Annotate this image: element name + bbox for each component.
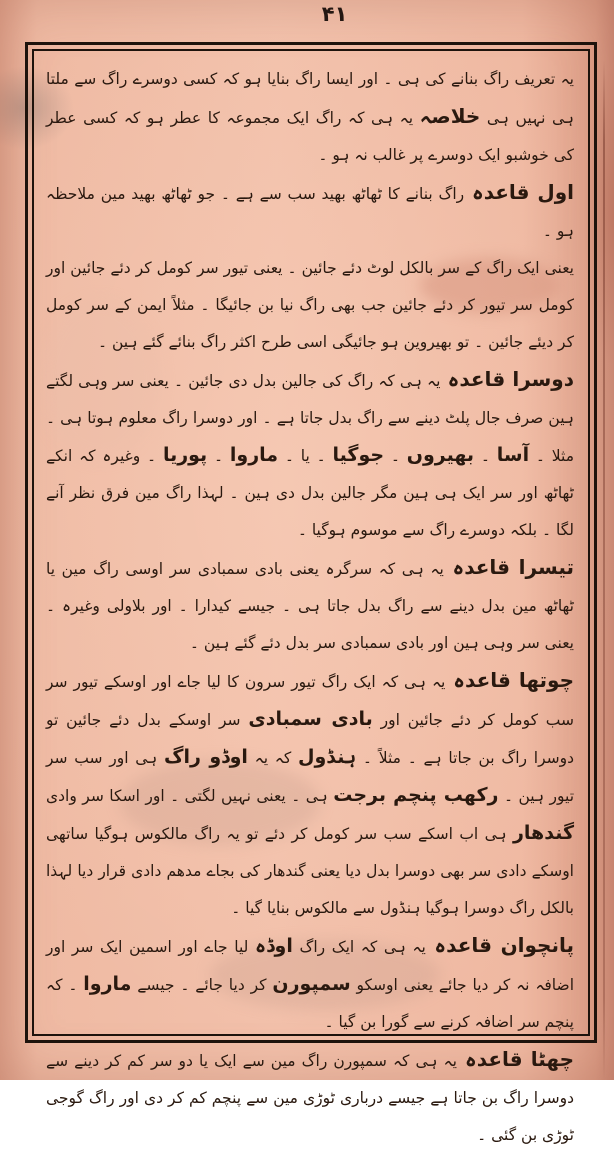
body-text: ۔ [474,447,497,465]
body-text: یہ ہی کہ سمپورن راگ مین سے ایک یا دو سر کم کر دینے سے دوسرا راگ بن جاتا ہے جیسے درباری ٹوڑی مین سے پنچم کم کر دی اور راگ گوجی ٹوڑی بن گئی ۔ [46,1052,574,1144]
rule-heading: تیسرا قاعدہ [443,555,574,579]
raag-name: ماروا [83,973,132,995]
body-text: یعنی ایک راگ کے سر بالکل لوٹ دئے جائین ۔ یعنی تیور سر کومل کر دئے جائین اور کومل سر تیور کر دئے جائین جب بھی راگ نیا بن جائیگا ۔ مثلاً ایمن کے سر کومل کر دیئے جائین ۔ تو بھیروین ہو جائیگی اسی طرح اکثر راگ بنائے گئے ہین ۔ [46,259,574,351]
intro-paragraph [46,61,574,174]
body-text: سر اوسکے بدل دئے جائین تو دوسرا راگ بن جاتا ہے ۔ مثلاً ۔ [46,711,574,767]
body-text: ۔ یا ۔ [278,447,333,465]
body-text: یہ ہی کہ ایک راگ [292,938,426,956]
rule-heading: چھٹا قاعدہ [456,1047,574,1071]
raag-name: بادی سمبادی [248,708,373,730]
body-text: یہ تعریف راگ بنانے کی ہی ۔ اور ایسا راگ بنایا ہو کہ کسی دوسرے راگ سے ملتا ہی نہیں ہی [46,70,574,127]
body-text: یہ ہی کہ راگ ایک مجموعہ کا عطر ہو کہ کسی عطر کی خوشبو ایک دوسرے پر غالب نہ ہو ۔ [46,109,574,164]
body-text: ہی ۔ یعنی نہیں لگتی ۔ اور اسکا سر وادی [46,787,334,805]
rule-heading: پانچوان قاعدہ [425,933,575,957]
rule-heading: چوتھا قاعدہ [445,668,574,692]
body-text: یہ ہی کہ راگ کی جالین بدل دی جائین ۔ یعنی سر وہی لگتے ہین صرف جال پلٹ دینے سے راگ بدل جاتا ہے ۔ اور دوسرا راگ معلوم ہوتا ہی ۔ مثلا ۔ [46,372,575,465]
raag-name: اوڈو راگ [163,746,248,768]
body-text: ۔ [384,447,407,465]
rule-4-paragraph [46,662,574,927]
body-text: ۔ [207,447,230,465]
raag-name: سمپورن [272,973,351,995]
page-crease-line [603,60,605,1080]
body-text: ۔ وغیرہ کہ انکے ٹھاٹھ اور سر ایک ہی ہین مگر جالین بدل دی ہین ۔ لہذا راگ مین فرق نظر آنے لگا ۔ بلکہ دوسرے راگ سے موسوم ہوگیا ۔ [46,447,574,539]
body-text: یہ ہی کہ ایک راگ تیور سرون کا لیا جاے اور اوسکے تیور سر سب کومل کر دئے جائین اور [46,673,574,729]
raag-name: جوگیا [332,444,385,466]
raag-name: ماروا [229,444,279,466]
body-text: راگ بنانے کا ٹھاٹھ بھید سب سے ہے ۔ جو ٹھاٹھ بھید مین ملاحظہ ہو ۔ [46,185,574,240]
body-text: ہی اب اسکے سب سر کومل کر دئے تو یہ راگ مالکوس ہوگیا ساتھی اوسکے دادی سر بھی دوسرا بدل دیا یعنی گندھار کی بجاے مدھم دادی قرار دیا لہذا بالکل راگ دوسرا ہوگیا ہنڈول سے مالکوس بنایا گیا ۔ [46,825,574,917]
body-text: ہی اور سب سر تیور ہین ۔ [46,749,575,805]
rule-6-paragraph [46,1041,574,1154]
rule-2-paragraph [46,361,574,549]
rule-1-paragraph [46,174,574,250]
raag-name: بھیروں [406,444,475,466]
rule-3-paragraph [46,549,574,662]
rule-heading: خلاصہ [419,104,481,128]
raag-name: ہنڈول [298,746,357,768]
page-border-frame-inner [32,49,590,1144]
raag-name: گندھار [512,822,574,844]
urdu-text-block [34,51,588,1144]
body-text: ۔ کہ پنچم سر اضافہ کرنے سے گورا بن گیا ۔ [46,976,574,1031]
rule-heading: اول قاعدہ [464,180,574,204]
raag-name: پوریا [162,444,208,466]
body-text: کر دیا جائے ۔ جیسے [131,976,273,994]
body-text: یہ ہی کہ سرگرہ یعنی بادی سمبادی سر اوسی راگ مین یا ٹھاٹھ مین بدل دینے سے راگ بدل جاتا ہی ۔ جیسے کیدارا ۔ اور بلاولی وغیرہ ۔ یعنی سر وہی ہین اور بادی سمبادی سر بدل دئے گئے ہین ۔ [46,560,574,652]
page-number: ۴۱ [321,2,348,26]
raag-name: اوڈہ [254,935,293,957]
rule-1-body-paragraph [46,250,574,361]
raag-name: رکھب پنچم برجت [333,784,499,806]
body-text: لیا جاے اور اسمین ایک سر اور اضافہ نہ کر دیا جائے یعنی اوسکو [46,938,575,994]
page-border-frame [25,42,597,1144]
rule-5-paragraph [46,927,574,1041]
body-text: کہ یہ [247,749,298,767]
raag-name: آسا [496,444,530,466]
rule-heading: دوسرا قاعدہ [440,367,574,391]
